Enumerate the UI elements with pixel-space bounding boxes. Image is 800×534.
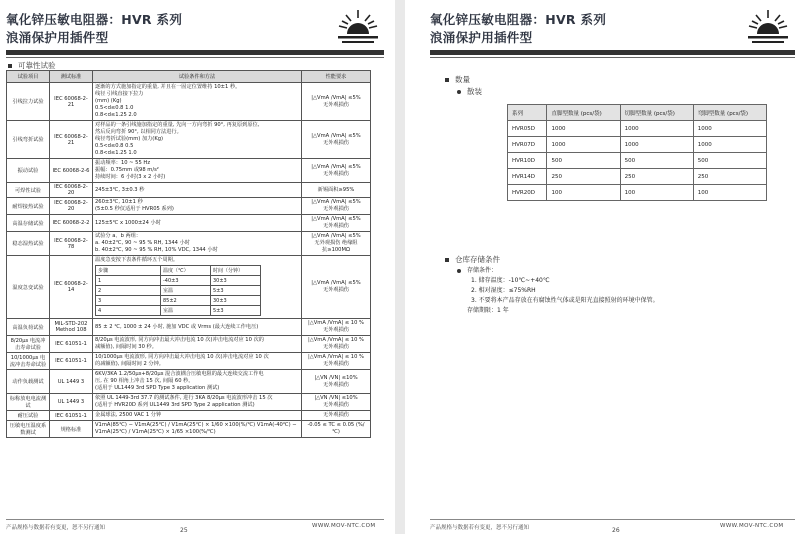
condition-line: b. 40±2℃, 90 ~ 95 % RH, 10% VDC, 1344 小时 [95, 247, 218, 253]
table-cell: 100 [693, 185, 766, 201]
table-row [7, 198, 371, 215]
requirement-line: 无外观损伤 [323, 223, 349, 229]
table-header-row [7, 71, 371, 83]
table-cell: 1000 [620, 121, 693, 137]
page-subtitle: 浪涌保护用插件型 [430, 30, 533, 45]
test-requirement [302, 394, 371, 411]
test-standard: IEC 60068-2-21 [50, 121, 93, 159]
page-number: 25 [180, 527, 188, 534]
condition-line: 的减额值), 间隔时间 2 分钟。 [95, 361, 164, 367]
test-requirement [302, 421, 371, 438]
test-condition [93, 121, 302, 159]
storage-subtitle: 存储条件： [457, 266, 659, 276]
table-cell: 1000 [693, 121, 766, 137]
test-standard: IEC 60068-2-20 [50, 183, 93, 198]
requirement-line: |△VmA /VmA| ≤5% [311, 199, 361, 205]
table-row [508, 153, 767, 169]
col-header: 试验条件和方法 [93, 71, 302, 83]
dot-bullet-icon [457, 269, 461, 273]
book-spine [395, 0, 405, 534]
requirement-line: |△VN /VN| ≤10% [314, 374, 358, 381]
condition-line: 压, 在 90 相角上冲击 15 次, 间隔 60 秒。 [95, 378, 194, 384]
page-title: 氧化锌压敏电阻器：HVR 系列 [6, 12, 183, 27]
condition-line: 6KV/3KA 1.2/50μs+8/20μs 混合波耦合压敏电阻的最大连续交流工作电 [95, 371, 264, 377]
col-header: 性能要求 [302, 71, 371, 83]
test-requirement [302, 256, 371, 319]
table-cell: 500 [620, 153, 693, 169]
table-row [7, 353, 371, 370]
test-standard: IEC 61051-1 [50, 353, 93, 370]
table-row [7, 336, 371, 353]
square-bullet-icon [445, 258, 449, 262]
table-cell: 100 [547, 185, 620, 201]
condition-line: (适用于 UL1449 3rd SPD Type 3 application 测试) [95, 385, 220, 391]
condition-line: (适用于 HVR20D 系列 UL1449 3rd SPD Type 2 application 测试) [95, 402, 255, 408]
table-cell: 1000 [547, 121, 620, 137]
table-cell: 250 [693, 169, 766, 185]
steps-cell: 5±3 [211, 286, 261, 296]
table-row [7, 121, 371, 159]
table-cell: HVR05D [508, 121, 547, 137]
table-row [508, 185, 767, 201]
table-row [7, 421, 371, 438]
page-title: 氧化锌压敏电阻器：HVR 系列 [430, 12, 607, 27]
condition-line: 260±3℃, 10±1 秒 [95, 199, 143, 205]
steps-cell: 室温 [161, 306, 211, 316]
requirement-line: |△VmA /VmA| ≤5% [311, 233, 361, 239]
table-row [7, 411, 371, 421]
storage-period: 存储期限：1 年 [467, 307, 509, 314]
test-item: 引线拉力试验 [7, 83, 50, 121]
steps-cell: 5±3 [211, 306, 261, 316]
footer-url: WWW.MOV-NTC.COM [720, 523, 784, 529]
steps-cell: 30±3 [211, 276, 261, 286]
condition-line: 245±3℃, 3±0.3 秒 [95, 186, 145, 193]
condition-line: 振幅：0.75mm 或98 m/s² [95, 167, 159, 173]
steps-cell: 3 [96, 296, 161, 306]
reliability-table [6, 70, 371, 438]
test-requirement [302, 83, 371, 121]
test-condition [93, 183, 302, 198]
test-condition [93, 370, 302, 394]
table-cell: 500 [693, 153, 766, 169]
table-row [7, 83, 371, 121]
condition-line: 线径 引线直接下拉力 [95, 91, 144, 97]
condition-line: (5±0.5 秒仅适用于 HVR05 系列) [95, 206, 174, 212]
requirement-line: 无外观损伤 [323, 287, 349, 293]
section-title: 可靠性试验 [8, 60, 56, 71]
test-item: 耐压试验 [7, 411, 50, 421]
requirement-line: 无外观损伤 [323, 361, 349, 367]
condition-line: 0.5<d≤0.8 1.0 [95, 105, 134, 111]
test-standard: IEC 60068-2-14 [50, 256, 93, 319]
requirement-line: 无外观损伤 绝缘阻 [314, 240, 358, 246]
steps-cell: 4 [96, 306, 161, 316]
page-subtitle: 浪涌保护用插件型 [6, 30, 109, 45]
condition-line: V1mA(85℃) − V1mA(25℃) / V1mA(25℃) × 1/60 ×100(%/℃) V1mA(-40℃) − V1mA(25℃) / V1mA(25℃) × 1/65 ×100(%/℃) [95, 422, 297, 435]
table-row [508, 137, 767, 153]
requirement-line: 无外观损伤 [323, 139, 349, 146]
col-header: 系列 [508, 105, 547, 121]
col-header: 直脚型数量 (pcs/袋) [547, 105, 620, 121]
table-cell: HVR14D [508, 169, 547, 185]
dot-bullet-icon [457, 90, 461, 94]
storage-item: 3. 不要将本产品存放在有腐蚀性气体或是阳光直接照射的环境中保管。 [471, 297, 659, 304]
header-rule [430, 50, 795, 55]
requirement-line: 无外观损伤 [323, 402, 349, 408]
test-requirement [302, 215, 371, 232]
requirement-line: 抗≥100MΩ [322, 247, 350, 253]
storage-title: 仓库存储条件 [445, 254, 500, 265]
test-item: 8/20μs 电流冲击寿命试验 [7, 336, 50, 353]
test-standard: IEC 60068-2-78 [50, 232, 93, 256]
condition-line: 0.8<d≤1.25 1.0 [95, 150, 137, 156]
header-rule [6, 50, 384, 55]
sun-logo-icon [745, 4, 791, 50]
test-condition [93, 83, 302, 121]
storage-block [457, 266, 659, 316]
table-cell: 250 [620, 169, 693, 185]
requirement-line: 无外观损伤 [323, 206, 349, 212]
condition-line: 依照 UL 1449-3rd 37.7 的测试条件, 进行 3KA 8/20μs 电流波形冲击 15 次 [95, 395, 273, 401]
test-standard: IEC 61051-1 [50, 411, 93, 421]
page-left [0, 0, 395, 534]
requirement-line: 无外观损伤 [323, 344, 349, 350]
condition-line: 85 ± 2 ℃, 1000 ± 24 小时, 施加 VDC 或 Vrms (最大连续工作电压) [95, 323, 259, 330]
table-cell: 1000 [547, 137, 620, 153]
header-rule-thin [6, 57, 384, 58]
condition-line: 0.8<d≤1.25 2.0 [95, 112, 137, 118]
requirement-line: |△VmA /VmA| ≤5% [311, 94, 361, 101]
steps-cell: 室温 [161, 286, 211, 296]
condition-line: 温度急变按下表条件循环五个周期。 [95, 257, 179, 263]
condition-line: 逐渐的方式施加指定的重量, 并且在一固定位置维持 10±1 秒。 [95, 84, 241, 90]
table-row [7, 319, 371, 336]
condition-line: 然后反向弯折 90°, 以相同方法进行。 [95, 129, 182, 135]
test-item: 高温负荷试验 [7, 319, 50, 336]
requirement-line: |△VmA /VmA| ≤5% [311, 132, 361, 139]
steps-header: 步骤 [96, 266, 161, 276]
table-row [508, 121, 767, 137]
requirement-line: |△VmA /VmA| ≤ 10 % [307, 320, 364, 326]
condition-line: a. 40±2℃, 90 ~ 95 % RH, 1344 小时 [95, 240, 190, 246]
test-item: 高温存储试验 [7, 215, 50, 232]
requirement-line: |△VN /VN| ≤10% [314, 395, 358, 401]
table-cell: 100 [620, 185, 693, 201]
condition-line: 125±5℃ x 1000±24 小时 [95, 219, 161, 226]
test-condition [93, 198, 302, 215]
footer-note: 产品规格与数据若有变更，恕不另行通知 [6, 525, 106, 531]
test-condition [93, 353, 302, 370]
table-row [7, 183, 371, 198]
test-item: 引线弯折试验 [7, 121, 50, 159]
test-condition [93, 159, 302, 183]
test-requirement [302, 411, 371, 421]
quantity-table [507, 104, 767, 201]
steps-cell: 2 [96, 286, 161, 296]
table-row [7, 256, 371, 319]
test-item: 10/1000μs 电流冲击寿命试验 [7, 353, 50, 370]
table-row [7, 232, 371, 256]
test-condition [93, 421, 302, 438]
test-standard: IEC 60068-2-20 [50, 198, 93, 215]
steps-cell: 30±3 [211, 296, 261, 306]
requirement-line: |△VmA /VmA| ≤5% [311, 280, 361, 286]
cycle-steps-table [95, 265, 261, 316]
table-cell: 1000 [693, 137, 766, 153]
test-item: 标称放电电流测试 [7, 394, 50, 411]
storage-item: 1. 储存温度：-10℃~+40℃ [471, 277, 550, 284]
test-item: 可焊性试验 [7, 183, 50, 198]
condition-line: 线径弯折试验(mm) 加力(Kg) [95, 136, 164, 142]
test-condition [93, 394, 302, 411]
square-bullet-icon [8, 64, 12, 68]
test-standard: 规格标准 [50, 421, 93, 438]
page-number: 26 [612, 527, 620, 534]
requirement-line: 新锡面积≥95% [317, 186, 355, 193]
test-standard: IEC 60068-2-6 [50, 159, 93, 183]
condition-line: 振动频率：10 ~ 55 Hz [95, 160, 151, 166]
col-header: 弯脚型数量 (pcs/袋) [693, 105, 766, 121]
table-cell: HVR20D [508, 185, 547, 201]
test-requirement [302, 198, 371, 215]
requirement-line: 无外观损伤 [323, 327, 349, 333]
test-requirement [302, 370, 371, 394]
requirement-line: 无外观损伤 [323, 412, 349, 418]
test-requirement [302, 336, 371, 353]
test-condition [93, 256, 302, 319]
requirement-line: |△VmA /VmA| ≤ 10 % [307, 337, 364, 343]
test-requirement [302, 319, 371, 336]
test-item: 耐焊接热试验 [7, 198, 50, 215]
table-cell: HVR07D [508, 137, 547, 153]
steps-cell: 85±2 [161, 296, 211, 306]
test-requirement [302, 183, 371, 198]
test-condition [93, 411, 302, 421]
table-cell: HVR10D [508, 153, 547, 169]
table-cell: 250 [547, 169, 620, 185]
condition-line: 0.5<d≤0.8 0.5 [95, 143, 134, 149]
test-item: 稳态湿热试验 [7, 232, 50, 256]
steps-header: 温度（℃） [161, 266, 211, 276]
page-right [405, 0, 800, 534]
condition-line: 对样品的一条引线施加指定的重量, 先向一方向弯折 90°, 再复原到原位, [95, 122, 260, 128]
table-row [508, 169, 767, 185]
test-standard: IEC 60068-2-2 [50, 215, 93, 232]
test-requirement [302, 232, 371, 256]
steps-cell: 1 [96, 276, 161, 286]
footer-rule [6, 519, 384, 520]
requirement-line: |△VmA /VmA| ≤5% [311, 163, 361, 170]
requirement-line: |△VmA /VmA| ≤5% [311, 216, 361, 222]
condition-line: (mm) (Kg) [95, 98, 122, 104]
test-condition [93, 336, 302, 353]
requirement-line: |△VmA /VmA| ≤ 10 % [307, 354, 364, 360]
footer-rule [430, 519, 795, 520]
table-cell: 500 [547, 153, 620, 169]
condition-line: 试验分 a、b 两组： [95, 233, 142, 239]
requirement-line: -0.05 ≤ TC ≤ 0.05 (%/℃) [307, 422, 365, 435]
test-standard: UL 1449 3 [50, 394, 93, 411]
table-row [7, 394, 371, 411]
condition-line: 8/20μs 电流波形, 同方向冲击最大冲击电流 10 次(冲击电流对应 10 次的 [95, 337, 264, 343]
steps-header: 时间（分钟） [211, 266, 261, 276]
table-cell: 1000 [620, 137, 693, 153]
test-standard: IEC 61051-1 [50, 336, 93, 353]
storage-item: 2. 相对湿度：≤75%RH [471, 287, 536, 294]
steps-cell: -40±3 [161, 276, 211, 286]
test-item: 温度急变试验 [7, 256, 50, 319]
test-standard: IEC 60068-2-21 [50, 83, 93, 121]
test-item: 动作负载测试 [7, 370, 50, 394]
footer-note: 产品规格与数据若有变更，恕不另行通知 [430, 525, 530, 531]
test-standard: MIL-STD-202 Method 108 [50, 319, 93, 336]
test-condition [93, 232, 302, 256]
footer-url: WWW.MOV-NTC.COM [312, 523, 376, 529]
quantity-title: 数量 [445, 74, 470, 85]
requirement-line: 无外观损伤 [323, 170, 349, 177]
test-item: 振动试验 [7, 159, 50, 183]
table-row [7, 215, 371, 232]
test-condition [93, 319, 302, 336]
condition-line: 10/1000μs 电流波形, 同方向冲击最大冲击电流 10 次(冲击电流对应 10 次 [95, 354, 269, 360]
header-rule-thin [430, 57, 795, 58]
col-header: 测试标准 [50, 71, 93, 83]
test-requirement [302, 159, 371, 183]
sun-logo-icon [335, 4, 381, 50]
condition-line: 持续时间：6 小时(3 x 2 小时) [95, 174, 166, 180]
condition-line: 金属球法, 2500 VAC 1 分钟 [95, 412, 162, 418]
table-row [7, 159, 371, 183]
requirement-line: 无外观损伤 [323, 381, 349, 388]
test-standard: UL 1449 3 [50, 370, 93, 394]
table-header-row [508, 105, 767, 121]
table-row [7, 370, 371, 394]
test-requirement [302, 353, 371, 370]
test-item: 压敏电压温度系数测试 [7, 421, 50, 438]
requirement-line: 无外观损伤 [323, 101, 349, 108]
test-condition [93, 215, 302, 232]
col-header: 切脚型数量 (pcs/袋) [620, 105, 693, 121]
square-bullet-icon [445, 78, 449, 82]
col-header: 试验项目 [7, 71, 50, 83]
test-requirement [302, 121, 371, 159]
quantity-subtitle: 散装 [457, 86, 482, 97]
condition-line: 减额值), 间隔时间 30 秒。 [95, 344, 157, 350]
